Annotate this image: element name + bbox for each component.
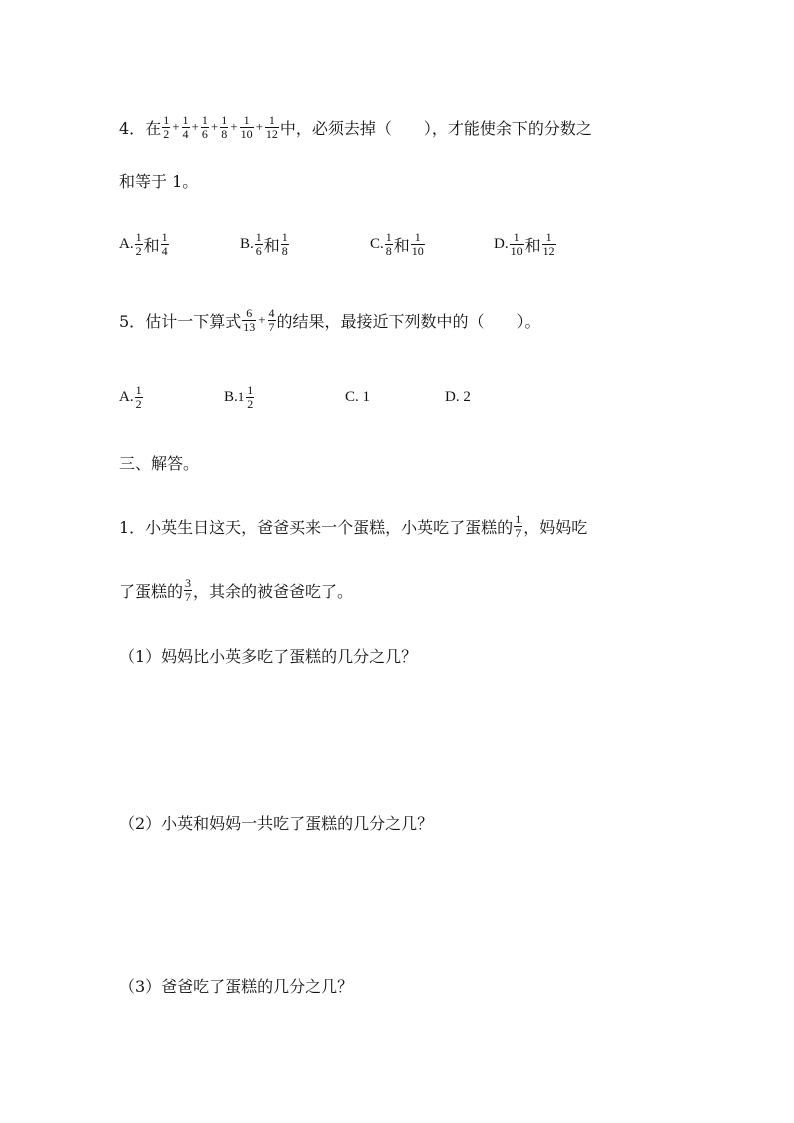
and-word: 和 xyxy=(524,235,541,255)
q5-option-c xyxy=(345,377,370,417)
mixed-number xyxy=(238,384,256,411)
q4-frac-4: $\frac{1}{8}$ xyxy=(221,112,228,141)
q5-option-b xyxy=(224,377,255,417)
option-frac: $\frac{1}{8}$ xyxy=(281,229,288,258)
p1-line2-suffix: ，其余的被爸爸吃了。 xyxy=(193,581,354,601)
option-frac: $\frac{1}{2}$ xyxy=(247,382,254,411)
option-label: D. xyxy=(494,235,509,252)
option-frac: $\frac{1}{12}$ xyxy=(542,229,555,258)
q4-frac-1: $\frac{1}{2}$ xyxy=(163,112,170,141)
q5-frac-1: $\frac{6}{13}$ xyxy=(243,305,256,334)
option-frac: $\frac{1}{10}$ xyxy=(510,229,523,258)
q4-line1 xyxy=(119,107,592,147)
q4-frac-6: $\frac{1}{12}$ xyxy=(265,112,278,141)
option-frac: $\frac{1}{6}$ xyxy=(255,229,262,258)
sub-question-1: （1）妈妈比小英多吃了蛋糕的几分之几？ xyxy=(119,646,418,666)
q4-option-c xyxy=(370,224,426,264)
p1-frac-2: $\frac{3}{7}$ xyxy=(185,575,192,604)
q4-number: 4． xyxy=(119,118,146,138)
plus-sign: + xyxy=(210,119,219,134)
mixed-whole: 1 xyxy=(237,389,245,404)
p1-line2-prefix: 了蛋糕的 xyxy=(119,581,184,601)
q5-prefix: 估计一下算式 xyxy=(145,311,242,331)
and-word: 和 xyxy=(143,235,160,255)
p1-frac-1: $\frac{1}{7}$ xyxy=(515,511,522,540)
plus-sign: + xyxy=(230,119,238,134)
option-label: D. 2 xyxy=(445,388,471,405)
plus-sign: + xyxy=(191,119,199,134)
and-word: 和 xyxy=(263,235,280,255)
q4-line2 xyxy=(119,160,198,200)
option-label: C. xyxy=(370,235,384,252)
option-frac: $\frac{1}{4}$ xyxy=(161,229,168,258)
option-frac: $\frac{1}{2}$ xyxy=(135,229,142,258)
plus-sign: + xyxy=(255,119,263,134)
p1-line1-prefix: 1．小英生日这天，爸爸买来一个蛋糕，小英吃了蛋糕的 xyxy=(119,517,514,537)
option-label: B. xyxy=(224,388,238,405)
q4-frac-2: $\frac{1}{4}$ xyxy=(182,112,189,141)
q4-option-b xyxy=(240,224,290,264)
option-label: A. xyxy=(119,388,134,405)
p1-line1 xyxy=(119,506,587,546)
q4-suffix: 中，必须去掉（ ），才能使余下的分数之 xyxy=(279,118,592,138)
q4-frac-3: $\frac{1}{6}$ xyxy=(201,112,208,141)
q5-suffix: 的结果，最接近下列数中的（ ）。 xyxy=(276,311,541,331)
plus-sign: + xyxy=(172,119,180,134)
p1-sub1 xyxy=(119,635,417,675)
option-frac: $\frac{1}{10}$ xyxy=(411,229,424,258)
p1-line2 xyxy=(119,570,353,610)
q5-option-a xyxy=(119,377,144,417)
p1-sub2 xyxy=(119,802,433,842)
sub-question-2: （2）小英和妈妈一共吃了蛋糕的几分之几？ xyxy=(119,813,434,833)
option-label: A. xyxy=(119,235,134,252)
option-frac: $\frac{1}{8}$ xyxy=(385,229,392,258)
q5-number: 5． xyxy=(119,311,146,331)
q5-frac-2: $\frac{4}{7}$ xyxy=(268,305,275,334)
sub-question-3: （3）爸爸吃了蛋糕的几分之几？ xyxy=(119,976,354,996)
q4-prefix: 在 xyxy=(145,118,162,138)
q5-option-d xyxy=(445,377,471,417)
section-heading xyxy=(119,442,199,482)
q4-option-a xyxy=(119,224,170,264)
q4-frac-5: $\frac{1}{10}$ xyxy=(240,112,253,141)
option-frac: $\frac{1}{2}$ xyxy=(135,382,142,411)
p1-line1-suffix: ，妈妈吃 xyxy=(523,517,588,537)
q4-option-d xyxy=(494,224,557,264)
q5-line xyxy=(119,300,541,340)
section-title: 三、解答。 xyxy=(119,453,200,473)
p1-sub3 xyxy=(119,965,353,1005)
plus-sign: + xyxy=(258,312,266,327)
q4-line2-text: 和等于 1。 xyxy=(119,171,199,191)
option-label: B. xyxy=(240,235,254,252)
and-word: 和 xyxy=(393,235,410,255)
option-label: C. 1 xyxy=(345,388,371,405)
